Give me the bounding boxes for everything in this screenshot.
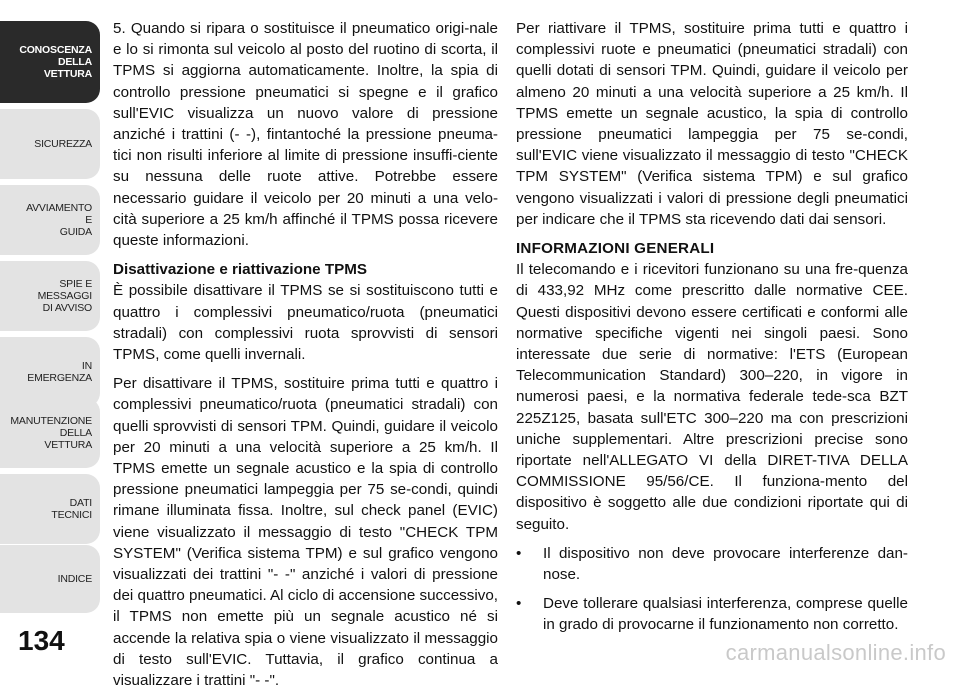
tab-label-line: CONOSCENZA	[19, 44, 92, 56]
paragraph: Il telecomando e i ricevitori funzionano su una fre-quenza di 433,92 MHz come prescritto dalle normative CEE. Questi dispositivi devono essere certificati e conformi alle normative specifiche vigenti nei singoli paesi. Sono interessate due serie di normative: l'ETS (European Telecommunication Standard) 300–220, in vigore in numerosi paesi, e la normativa federale tede-sca BZT 225Z125, basata sull'ETC 300–220 ma con prescrizioni uniche supplementari. Altre prescrizioni precise sono riportate nell'ALLEGATO VI della DIRET-TIVA DELLA COMMISSIONE 95/56/CE. Il funziona-mento del dispositivo è soggetto alle due condizioni riportate qui di seguito.	[516, 261, 908, 533]
paragraph: Per disattivare il TPMS, sostituire prima tutti e quattro i complessivi pneumatico/ruota (pneumatici stradali) con quelli sprovvisti di sensori TPM. Quindi, guidare il veicolo per 20 minuti a una velocità superiore a 25 km/h. Il TPMS emette un segnale acustico e la spia di controllo pressione pneumatici lampeggia per 75 se-condi, quindi rimane illuminata fissa. Inoltre, sul check panel (EVIC) viene visualizzato il messaggio di testo "CHECK TPM SYSTEM" (Verifica sistema TPM) e sul grafico vengono visualizzati dei trattini "- -" anziché i valori di pressione dei quattro pneumatici. Al ciclo di accensione successivo, il TPMS non emette più un segnale acustico né si accende la relativa spia o viene visualizzato il messaggio di testo sull'EVIC. Tuttavia, il grafico continua a visualizzare i trattini "- -".	[113, 375, 498, 690]
tab-label-line: VETTURA	[44, 439, 92, 451]
tab-spie-e-messaggi[interactable]	[0, 261, 100, 331]
tab-sicurezza[interactable]	[0, 109, 100, 179]
tab-label-line: EMERGENZA	[27, 372, 92, 384]
tab-label-line: AVVIAMENTO	[26, 202, 92, 214]
bullet-list	[516, 543, 908, 636]
bullet-icon: •	[516, 544, 522, 562]
tab-label-line: DATI	[69, 497, 92, 509]
paragraph: 5. Quando si ripara o sostituisce il pneumatico origi-nale e lo si rimonta sul veicolo al posto del ruotino di scorta, il TPMS si aggiorna automaticamente. Inoltre, la spia di controllo pressione pneumatici si spegne e il grafico sull'EVIC visualizza un nuovo valore di pressione anziché i trattini (- -), fintantoché la pressione pneuma-tici non risulti inferiore al limite di pressione insuffi-ciente su nessuna delle ruote attive. Potrebbe essere necessario guidare il veicolo per 20 minuti a una velo-cità superiore a 25 km/h affinché il TPMS possa ricevere queste informazioni.	[113, 20, 498, 250]
tab-avviamento-e-guida[interactable]	[0, 185, 100, 255]
tab-label-line: DELLA	[59, 427, 92, 439]
tab-manutenzione-della-vettura[interactable]	[0, 398, 100, 468]
page-number: 134	[18, 625, 65, 656]
tab-label-line: E	[85, 214, 92, 226]
paragraph: Per riattivare il TPMS, sostituire prima tutti e quattro i complessivi ruote e pneumatici (pneumatici stradali) con quelli dotati di sensori TPM. Quindi, guidare il veicolo per almeno 20 minuti a una velocità superiore a 25 km/h. Il TPMS emette un segnale acustico, la spia di controllo pressione pneumatici lampeggia per 75 se-condi, sull'EVIC viene visualizzato il messaggio di testo "CHECK TPM SYSTEM" (Verifica sistema TPM) e sul grafico vengono visualizzati i valori di pressione degli pneumatici per indicare che il TPMS sta ricevendo dati dai sensori.	[516, 20, 908, 228]
bullet-icon: •	[516, 595, 522, 613]
tab-label-line: SICUREZZA	[34, 138, 92, 150]
tab-label-line: MESSAGGI	[37, 290, 92, 302]
list-item-text: Deve tollerare qualsiasi interferenza, comprese quelle in grado di provocarne il funzionamento non corretto.	[543, 595, 908, 634]
tab-label-line: MANUTENZIONE	[10, 415, 92, 427]
tab-conoscenza-della-vettura[interactable]	[0, 21, 100, 103]
list-item	[516, 543, 908, 585]
list-item	[516, 593, 908, 635]
left-text-column	[113, 18, 498, 699]
tab-in-emergenza[interactable]	[0, 337, 100, 407]
tab-dati-tecnici[interactable]	[0, 474, 100, 544]
right-text-column	[516, 18, 908, 644]
tab-label-line: GUIDA	[59, 226, 92, 238]
watermark: carmanualsonline.info	[725, 640, 946, 665]
tab-label-line: TECNICI	[51, 509, 92, 521]
tab-label-line: DI AVVISO	[42, 302, 92, 314]
tab-label-line: VETTURA	[43, 68, 92, 80]
tab-label-line: IN	[81, 360, 92, 372]
chapter-sidebar	[0, 0, 104, 678]
tab-label-line: DELLA	[58, 56, 92, 68]
tab-indice[interactable]	[0, 545, 100, 613]
section-heading: Disattivazione e riattivazione TPMS	[113, 261, 368, 279]
paragraph: È possibile disattivare il TPMS se si sostituiscono tutti e quattro i complessivi pneumatico/ruota (pneumatici stradali) con complessivi ruota sprovvisti di sensori TPMS, come quelli invernali.	[113, 282, 498, 364]
tab-label-line: INDICE	[57, 573, 92, 585]
tab-label-line: SPIE E	[59, 278, 92, 290]
list-item-text: Il dispositivo non deve provocare interferenze dan-nose.	[543, 544, 908, 584]
section-heading: INFORMAZIONI GENERALI	[516, 240, 715, 258]
